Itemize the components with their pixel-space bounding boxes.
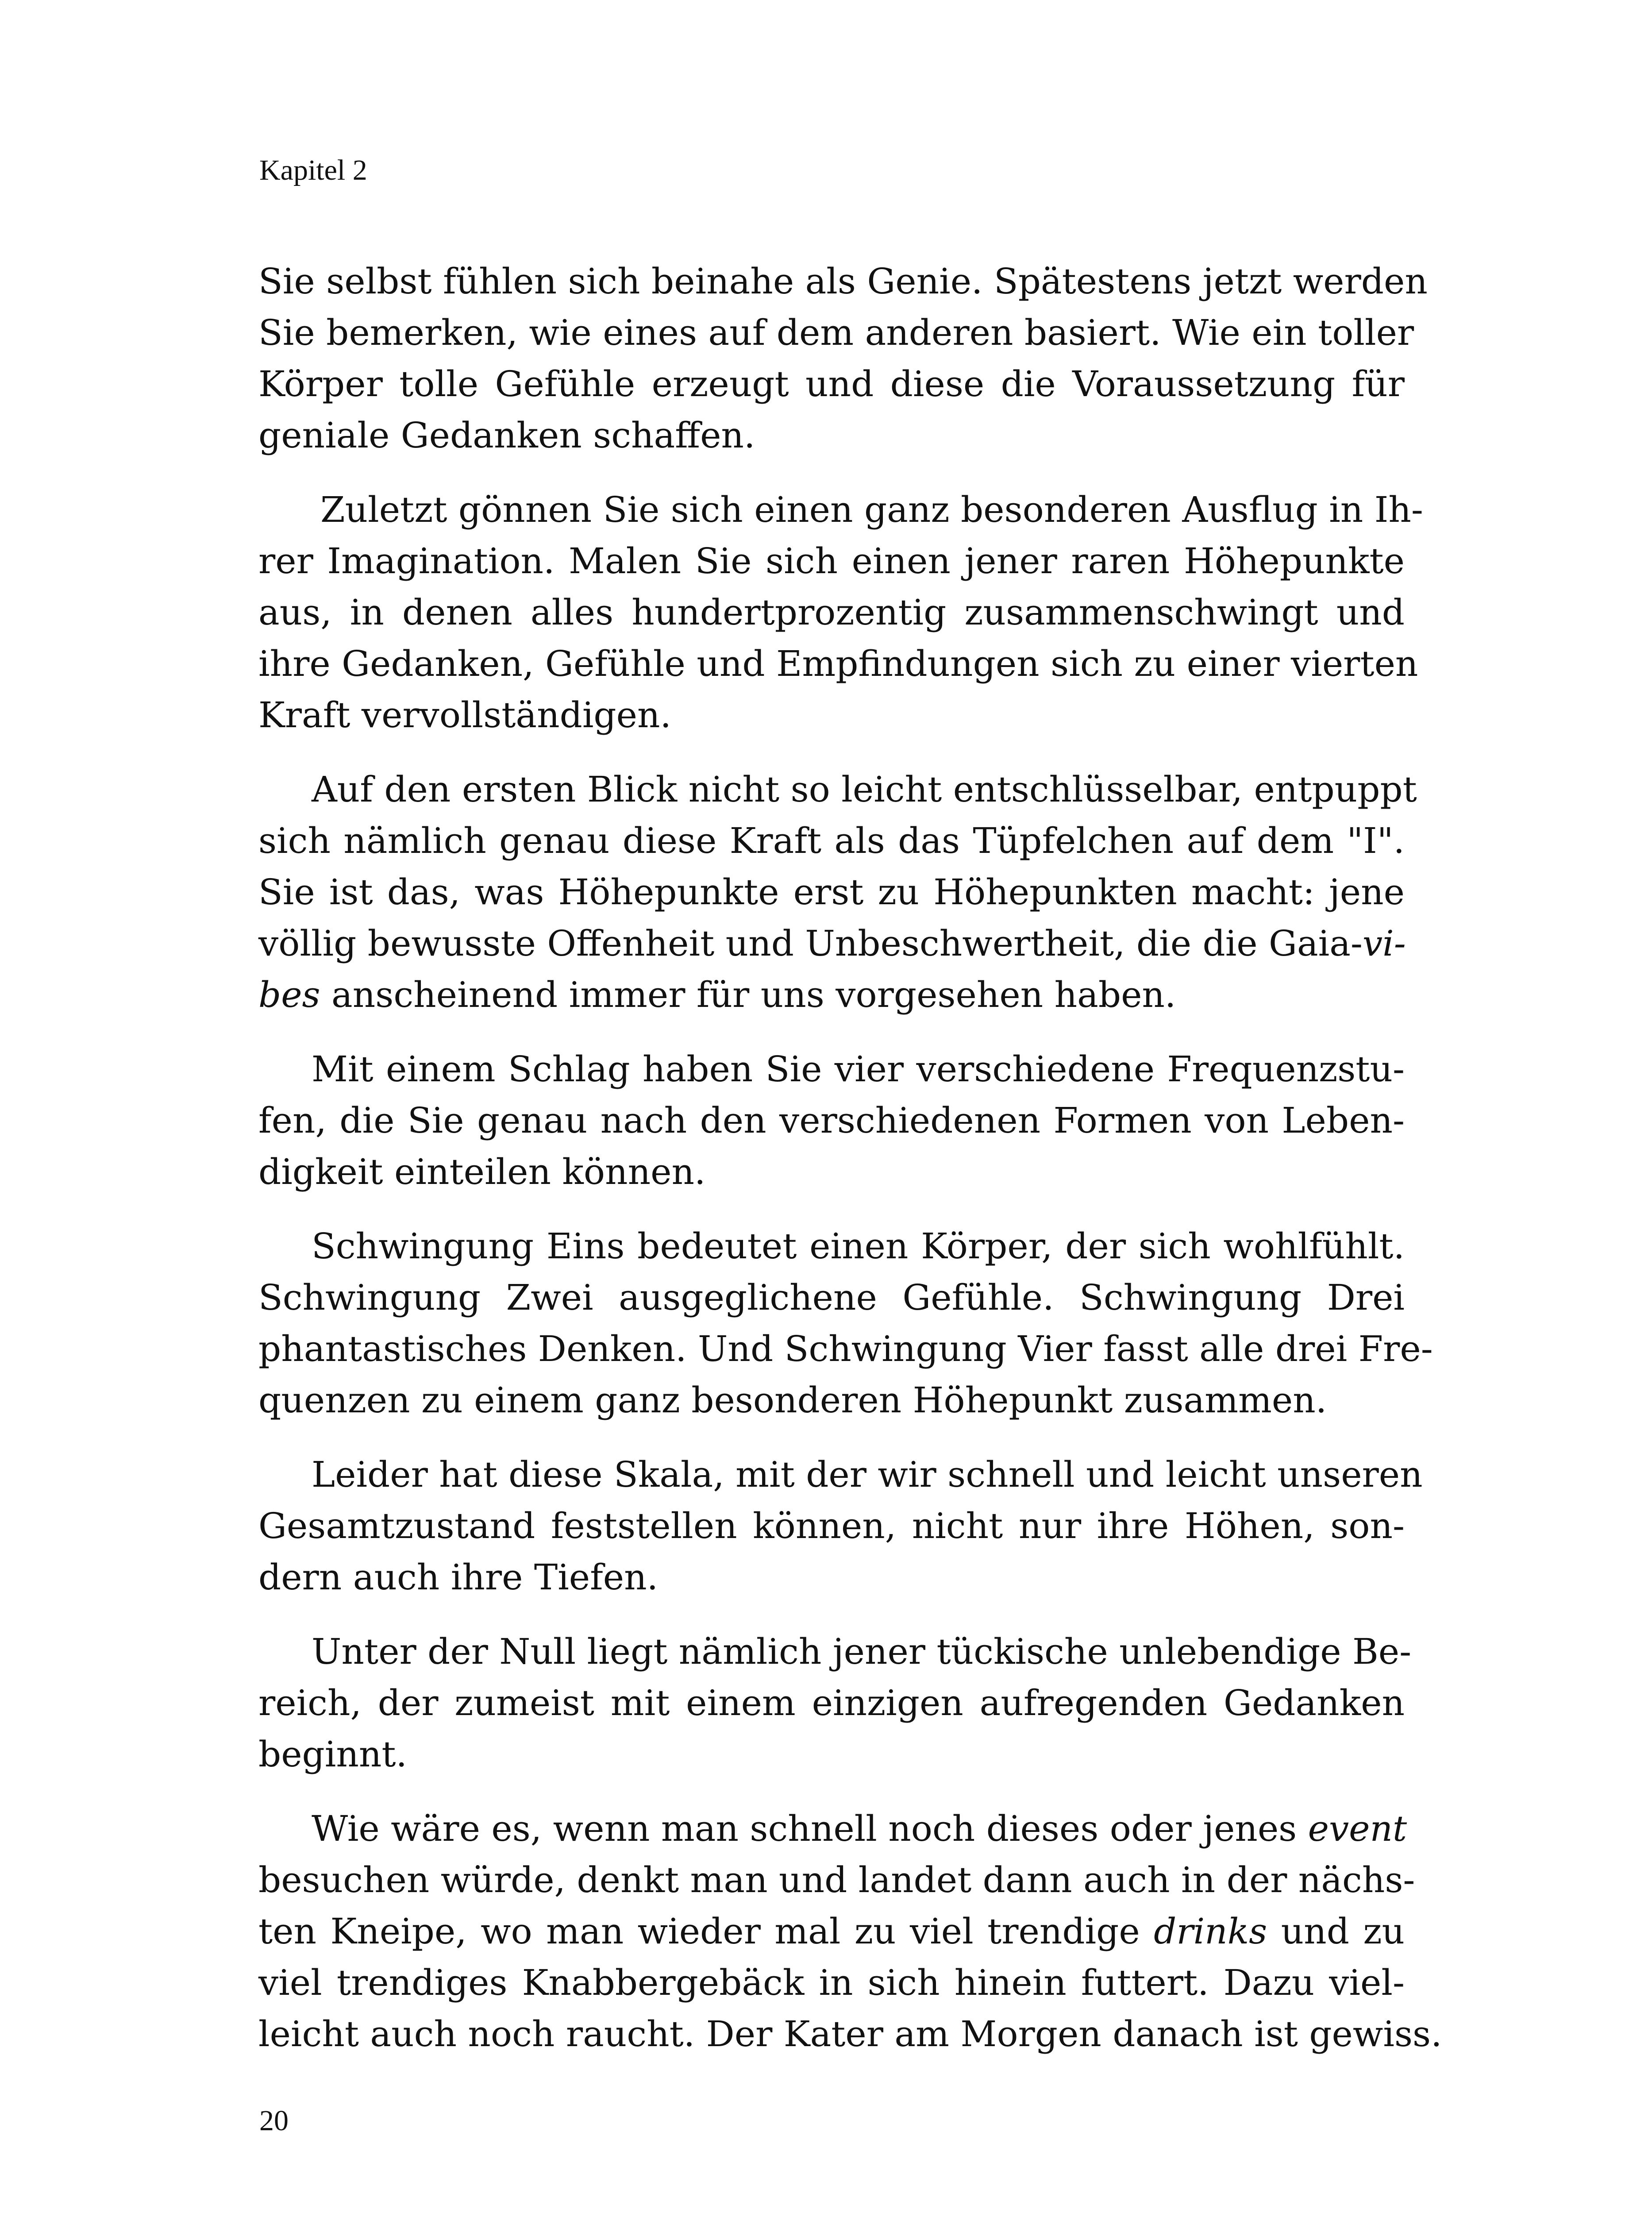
paragraph-2	[258, 484, 1423, 741]
text-line: besuchen würde, denkt man und landet dann auch in der nächs-	[258, 1859, 1415, 1901]
text-line: Mit einem Schlag haben Sie vier verschiedene Frequenzstu-	[312, 1049, 1405, 1090]
text-line-with-italic	[258, 1906, 1405, 1957]
paragraph-5	[258, 1221, 1433, 1426]
paragraph-6	[258, 1449, 1423, 1603]
paragraph-8	[258, 1803, 1442, 2060]
italic-word: event	[1308, 1808, 1407, 1849]
italic-word: drinks	[1154, 1911, 1267, 1952]
text-line: phantastisches Denken. Und Schwingung Vier fasst alle drei Fre-	[258, 1328, 1433, 1369]
text-line: ihre Gedanken, Gefühle und Empfindungen sich zu einer vierten	[258, 643, 1418, 684]
body-text	[258, 256, 1442, 2083]
text-fragment: völlig bewusste Offenheit und Unbeschwertheit, die die Gaia-	[258, 923, 1363, 964]
text-fragment: ten Kneipe, wo man wieder mal zu viel trendige	[258, 1911, 1154, 1952]
paragraph-1	[258, 256, 1428, 461]
text-line: Schwingung Zwei ausgeglichene Gefühle. Schwingung Drei	[258, 1277, 1405, 1318]
text-line-with-italic	[258, 918, 1405, 969]
text-line: Körper tolle Gefühle erzeugt und diese die Voraussetzung für	[258, 363, 1405, 405]
running-head: Kapitel 2	[259, 154, 367, 186]
text-line: Sie bemerken, wie eines auf dem anderen basiert. Wie ein toller	[258, 312, 1414, 353]
text-line: quenzen zu einem ganz besonderen Höhepunkt zusammen.	[258, 1380, 1327, 1421]
paragraph-4	[258, 1044, 1405, 1198]
text-line-with-italic	[258, 1803, 1405, 1854]
text-line: reich, der zumeist mit einem einzigen aufregenden Gedanken	[258, 1682, 1405, 1723]
text-line: Gesamtzustand feststellen können, nicht nur ihre Höhen, son-	[258, 1505, 1405, 1546]
italic-word: bes	[258, 974, 320, 1015]
text-line: Kraft vervollständigen.	[258, 694, 671, 736]
text-line: Schwingung Eins bedeutet einen Körper, der sich wohlfühlt.	[312, 1226, 1405, 1267]
text-fragment: und zu	[1267, 1911, 1405, 1952]
text-line: Unter der Null liegt nämlich jener tückische unlebendige Be-	[312, 1631, 1412, 1672]
text-line: leicht auch noch raucht. Der Kater am Morgen danach ist gewiss.	[258, 2013, 1442, 2055]
text-line: rer Imagination. Malen Sie sich einen jener raren Höhepunkte	[258, 540, 1405, 582]
paragraph-7	[258, 1626, 1412, 1780]
text-line: viel trendiges Knabbergebäck in sich hinein futtert. Dazu viel-	[258, 1962, 1405, 2003]
text-line: geniale Gedanken schaffen.	[258, 415, 755, 456]
text-line: fen, die Sie genau nach den verschiedenen Formen von Leben-	[258, 1100, 1405, 1141]
italic-word: vi-	[1362, 923, 1406, 964]
text-line: beginnt.	[258, 1734, 407, 1775]
page-number: 20	[259, 2105, 289, 2137]
text-line: Auf den ersten Blick nicht so leicht entschlüsselbar, entpuppt	[312, 769, 1417, 810]
paragraph-3	[258, 764, 1417, 1021]
text-line-with-italic	[258, 969, 1405, 1021]
text-fragment: Wie wäre es, wenn man schnell noch dieses oder jenes	[312, 1808, 1308, 1849]
text-fragment: anscheinend immer für uns vorgesehen haben.	[320, 974, 1176, 1015]
text-line: digkeit einteilen können.	[258, 1151, 706, 1192]
text-line: sich nämlich genau diese Kraft als das Tüpfelchen auf dem "I".	[258, 820, 1405, 861]
text-line: Sie ist das, was Höhepunkte erst zu Höhepunkten macht: jene	[258, 871, 1405, 913]
text-line: aus, in denen alles hundertprozentig zusammenschwingt und	[258, 592, 1405, 633]
text-line: Zuletzt gönnen Sie sich einen ganz besonderen Ausflug in Ih-	[320, 489, 1423, 530]
text-line: Leider hat diese Skala, mit der wir schnell und leicht unseren	[312, 1454, 1423, 1495]
text-line: dern auch ihre Tiefen.	[258, 1557, 658, 1598]
text-line: Sie selbst fühlen sich beinahe als Genie. Spätestens jetzt werden	[258, 261, 1428, 302]
